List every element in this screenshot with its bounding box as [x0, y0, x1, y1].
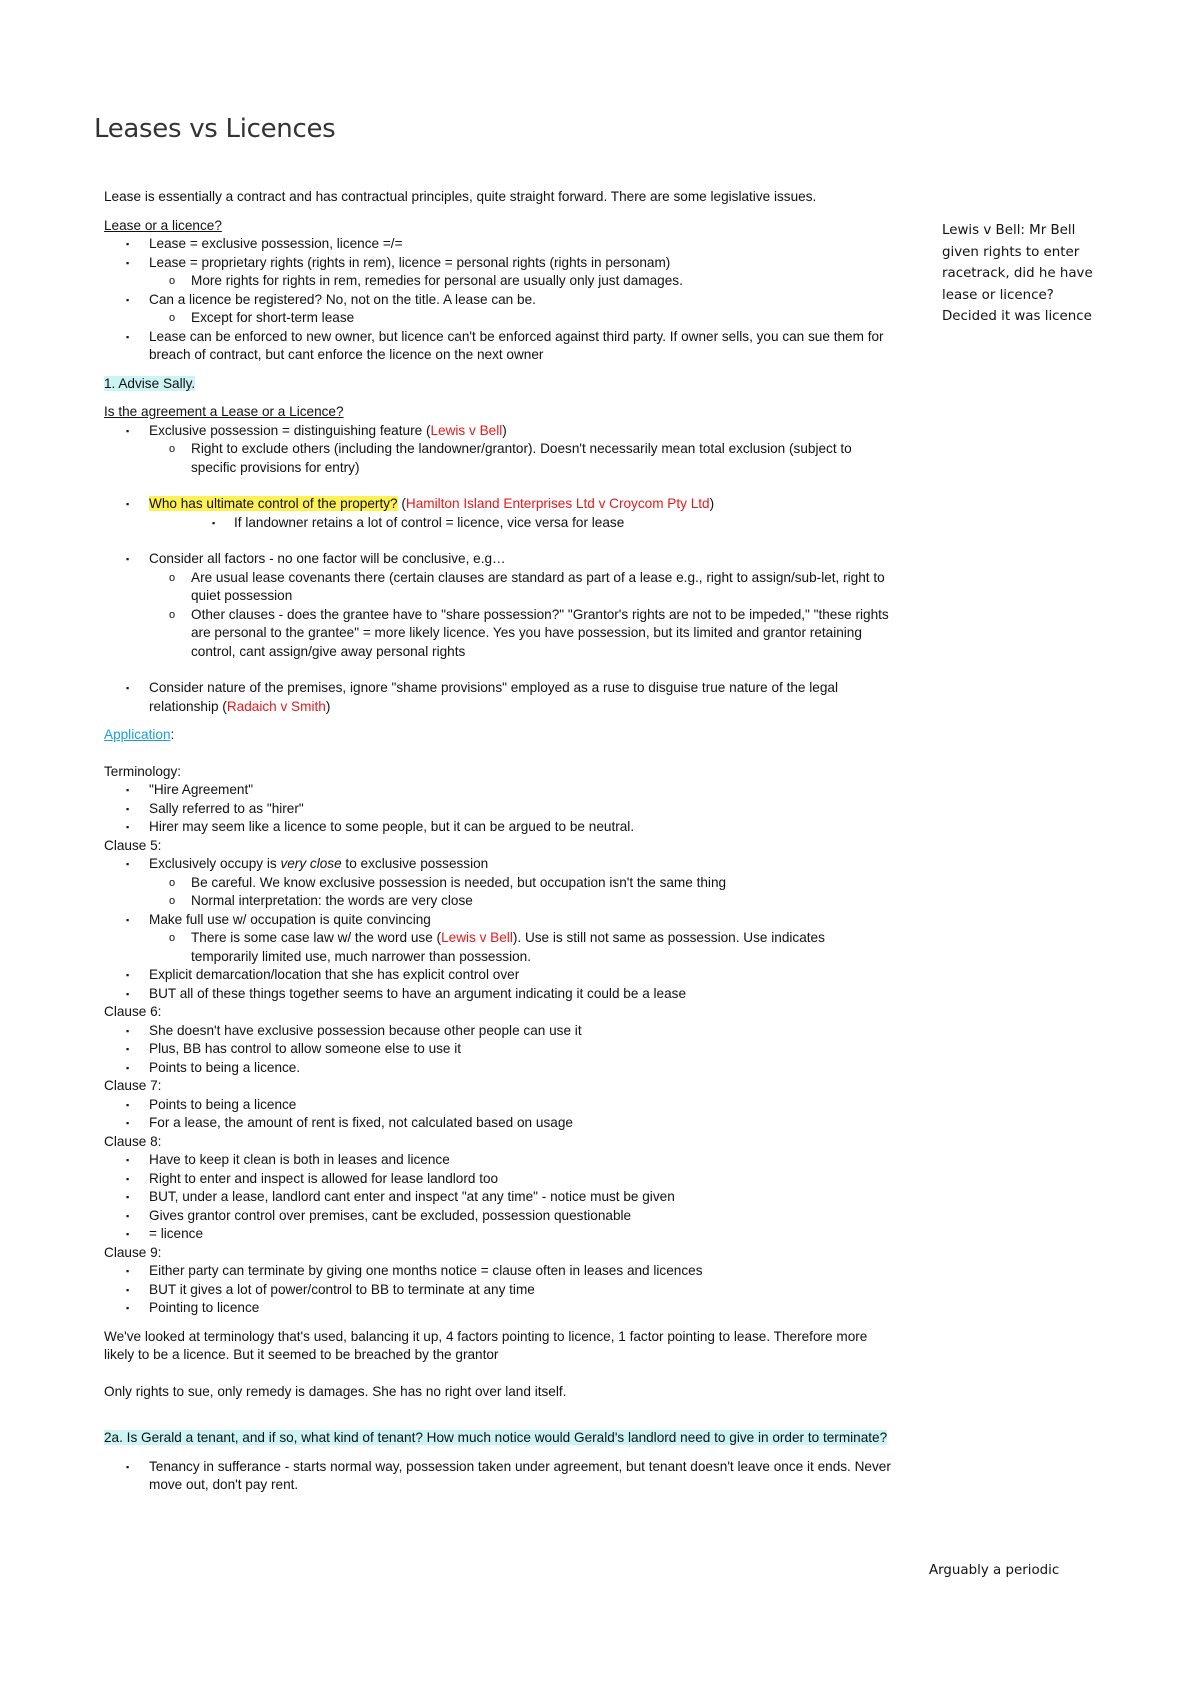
square-bullet-icon: ▪ [126, 970, 130, 980]
list-item: ▪ Make full use w/ occupation is quite convincing [104, 911, 894, 930]
square-bullet-icon: ▪ [126, 425, 130, 436]
square-bullet-icon: ▪ [126, 822, 130, 832]
list-item: ▪ Consider nature of the premises, ignore "shame provisions" employed as a ruse to disguise true nature of the legal relationship (Radaich v Smith) [126, 680, 838, 714]
list-item: ▪ Either party can terminate by giving one months notice = clause often in leases and licences [104, 1262, 894, 1281]
list-item: ▪ Plus, BB has control to allow someone else to use it [104, 1040, 894, 1059]
square-bullet-icon: ▪ [126, 683, 130, 693]
square-bullet-icon: ▪ [212, 517, 216, 528]
intro-paragraph: Lease is essentially a contract and has contractual principles, quite straight forward. There are some legislative issues. [104, 189, 817, 204]
square-bullet-icon: ▪ [126, 1303, 130, 1313]
page-title: Leases vs Licences [94, 114, 336, 144]
q2a-heading: 2a. Is Gerald a tenant, and if so, what kind of tenant? How much notice would Gerald's landlord need to give in order to terminate? [104, 1430, 888, 1445]
square-bullet-icon: ▪ [126, 554, 130, 564]
list-item: ▪ Sally referred to as "hirer" [104, 800, 894, 819]
list-item: ▪ Explicit demarcation/location that she has explicit control over [104, 966, 894, 985]
case-name: Hamilton Island Enterprises Ltd v Croycom Pty Ltd [405, 496, 710, 511]
clause-8-label: Clause 8: [104, 1133, 162, 1149]
list-item: ▪ BUT, under a lease, landlord cant enter and inspect "at any time" - notice must be given [104, 1188, 894, 1207]
list-item: ▪ Exclusively occupy is very close to exclusive possession [104, 855, 894, 874]
circle-bullet-icon: o [169, 608, 176, 621]
circle-bullet-icon: o [169, 571, 176, 584]
q1-list [104, 422, 894, 478]
highlighted-question: Who has ultimate control of the property? [149, 496, 398, 511]
list-item: o Except for short-term lease [104, 309, 894, 328]
list-item: ▪ She doesn't have exclusive possession because other people can use it [104, 1022, 894, 1041]
clause-6-label: Clause 6: [104, 1004, 162, 1019]
square-bullet-icon: ▪ [126, 239, 130, 249]
list-item: ▪ Have to keep it clean is both in leases and licence [104, 1151, 894, 1170]
circle-bullet-icon: o [169, 443, 176, 455]
list-item: ▪ Pointing to licence [104, 1299, 894, 1318]
lease-or-licence-list [104, 235, 894, 365]
square-bullet-icon: ▪ [126, 803, 130, 814]
list-item: ▪ BUT it gives a lot of power/control to BB to terminate at any time [104, 1281, 894, 1300]
list-item: ▪ Lease can be enforced to new owner, but licence can't be enforced against third party. If owner sells, you can sue them for breach of contract, but cant enforce the licence on the next owner [126, 328, 884, 362]
case-name: Lewis v Bell [430, 422, 503, 438]
list-item: ▪ Who has ultimate control of the property? (Hamilton Island Enterprises Ltd v Croycom Pty Ltd) [104, 495, 894, 514]
square-bullet-icon: ▪ [126, 331, 130, 342]
square-bullet-icon: ▪ [126, 1099, 130, 1110]
list-item: ▪ Can a licence be registered? No, not on the title. A lease can be. [104, 291, 894, 310]
list-item: o More rights for rights in rem, remedies for personal are usually only just damages. [104, 272, 894, 291]
square-bullet-icon: ▪ [126, 1210, 130, 1221]
list-item: o Other clauses - does the grantee have to "share possession?" "Grantor's rights are not to be impeded," "these rights are personal to the grantee" = more likely licence. Yes you have possession, but its limited and grantor retaining control, cant assign/give away personal rights [169, 606, 889, 659]
case-name: Lewis v Bell [441, 930, 513, 945]
square-bullet-icon: ▪ [126, 988, 130, 999]
remedy-paragraph: Only rights to sue, only remedy is damages. She has no right over land itself. [104, 1383, 567, 1399]
list-item: ▪ Hirer may seem like a licence to some people, but it can be argued to be neutral. [104, 818, 894, 837]
square-bullet-icon: ▪ [126, 785, 130, 795]
clause-5-label: Clause 5: [104, 837, 162, 853]
list-item: ▪ Points to being a licence. [104, 1059, 894, 1078]
list-item: ▪ Tenancy in sufferance - starts normal way, possession taken under agreement, but tenant doesn't leave once it ends. Never move out, don't pay rent. [126, 1458, 891, 1492]
clause-9-label: Clause 9: [104, 1244, 162, 1260]
lease-or-licence-heading: Lease or a licence? [104, 217, 222, 233]
circle-bullet-icon: o [169, 312, 176, 324]
application-heading: Application: [104, 727, 175, 742]
circle-bullet-icon: o [169, 275, 176, 287]
square-bullet-icon: ▪ [126, 1118, 130, 1128]
list-item: ▪ BUT all of these things together seems to have an argument indicating it could be a lease [104, 985, 894, 1004]
square-bullet-icon: ▪ [126, 1062, 130, 1073]
list-item: ▪ Lease = proprietary rights (rights in rem), licence = personal rights (rights in personam) [104, 254, 894, 273]
square-bullet-icon: ▪ [126, 1044, 130, 1054]
circle-bullet-icon: o [169, 876, 176, 889]
square-bullet-icon: ▪ [126, 1284, 130, 1295]
square-bullet-icon: ▪ [126, 1461, 130, 1472]
list-item: o Normal interpretation: the words are very close [104, 892, 894, 911]
list-item: ▪ Consider all factors - no one factor will be conclusive, e.g… [104, 550, 894, 569]
q1-heading: 1. Advise Sally. [104, 375, 196, 391]
q1-subheading: Is the agreement a Lease or a Licence? [104, 404, 344, 419]
list-item: ▪ If landowner retains a lot of control = licence, vice versa for lease [104, 514, 894, 533]
square-bullet-icon: ▪ [126, 1266, 130, 1276]
square-bullet-icon: ▪ [126, 1192, 130, 1202]
square-bullet-icon: ▪ [126, 499, 130, 509]
list-item: o There is some case law w/ the word use (Lewis v Bell). Use is still not same as possession. Use indicates temporarily limited use, much narrower than possession. [169, 930, 825, 964]
main-notes [104, 188, 894, 1495]
list-item: ▪ For a lease, the amount of rent is fixed, not calculated based on usage [104, 1114, 894, 1133]
list-item: o Right to exclude others (including the landowner/grantor). Doesn't necessarily mean total exclusion (subject to specific provisions for entry) [169, 441, 852, 475]
list-item: ▪ Gives grantor control over premises, cant be excluded, possession questionable [104, 1207, 894, 1226]
square-bullet-icon: ▪ [126, 257, 130, 268]
list-item: ▪ Exclusive possession = distinguishing feature (Lewis v Bell) [104, 422, 894, 441]
square-bullet-icon: ▪ [126, 1025, 130, 1036]
list-item: o Are usual lease covenants there (certain clauses are standard as part of a lease e.g., right to assign/sub-let, right to quiet possession [169, 569, 885, 603]
square-bullet-icon: ▪ [126, 1229, 130, 1239]
square-bullet-icon: ▪ [126, 294, 130, 305]
list-item: o Be careful. We know exclusive possession is needed, but occupation isn't the same thing [104, 874, 894, 893]
square-bullet-icon: ▪ [126, 914, 130, 925]
circle-bullet-icon: o [169, 932, 176, 944]
side-note-lewis-bell: Lewis v Bell: Mr Bell given rights to enter racetrack, did he have lease or licence? Decided it was licence [942, 223, 1093, 324]
square-bullet-icon: ▪ [126, 1173, 130, 1184]
case-name: Radaich v Smith [226, 698, 326, 714]
circle-bullet-icon: o [169, 895, 176, 907]
clause-7-label: Clause 7: [104, 1078, 162, 1093]
conclusion-paragraph: We've looked at terminology that's used, balancing it up, 4 factors pointing to licence, 1 factor pointing to lease. Therefore more likely to be a licence. But it seemed to be breached by the grantor [104, 1328, 868, 1362]
terminology-label: Terminology: [104, 763, 182, 779]
square-bullet-icon: ▪ [126, 1155, 130, 1165]
list-item: ▪ "Hire Agreement" [104, 781, 894, 800]
list-item: ▪ = licence [104, 1225, 894, 1244]
list-item: ▪ Right to enter and inspect is allowed for lease landlord too [104, 1170, 894, 1189]
list-item: ▪ Points to being a licence [104, 1096, 894, 1115]
square-bullet-icon: ▪ [126, 859, 130, 869]
list-item: ▪ Lease = exclusive possession, licence =/= [104, 235, 894, 254]
side-note-periodic: Arguably a periodic [929, 1563, 1060, 1578]
